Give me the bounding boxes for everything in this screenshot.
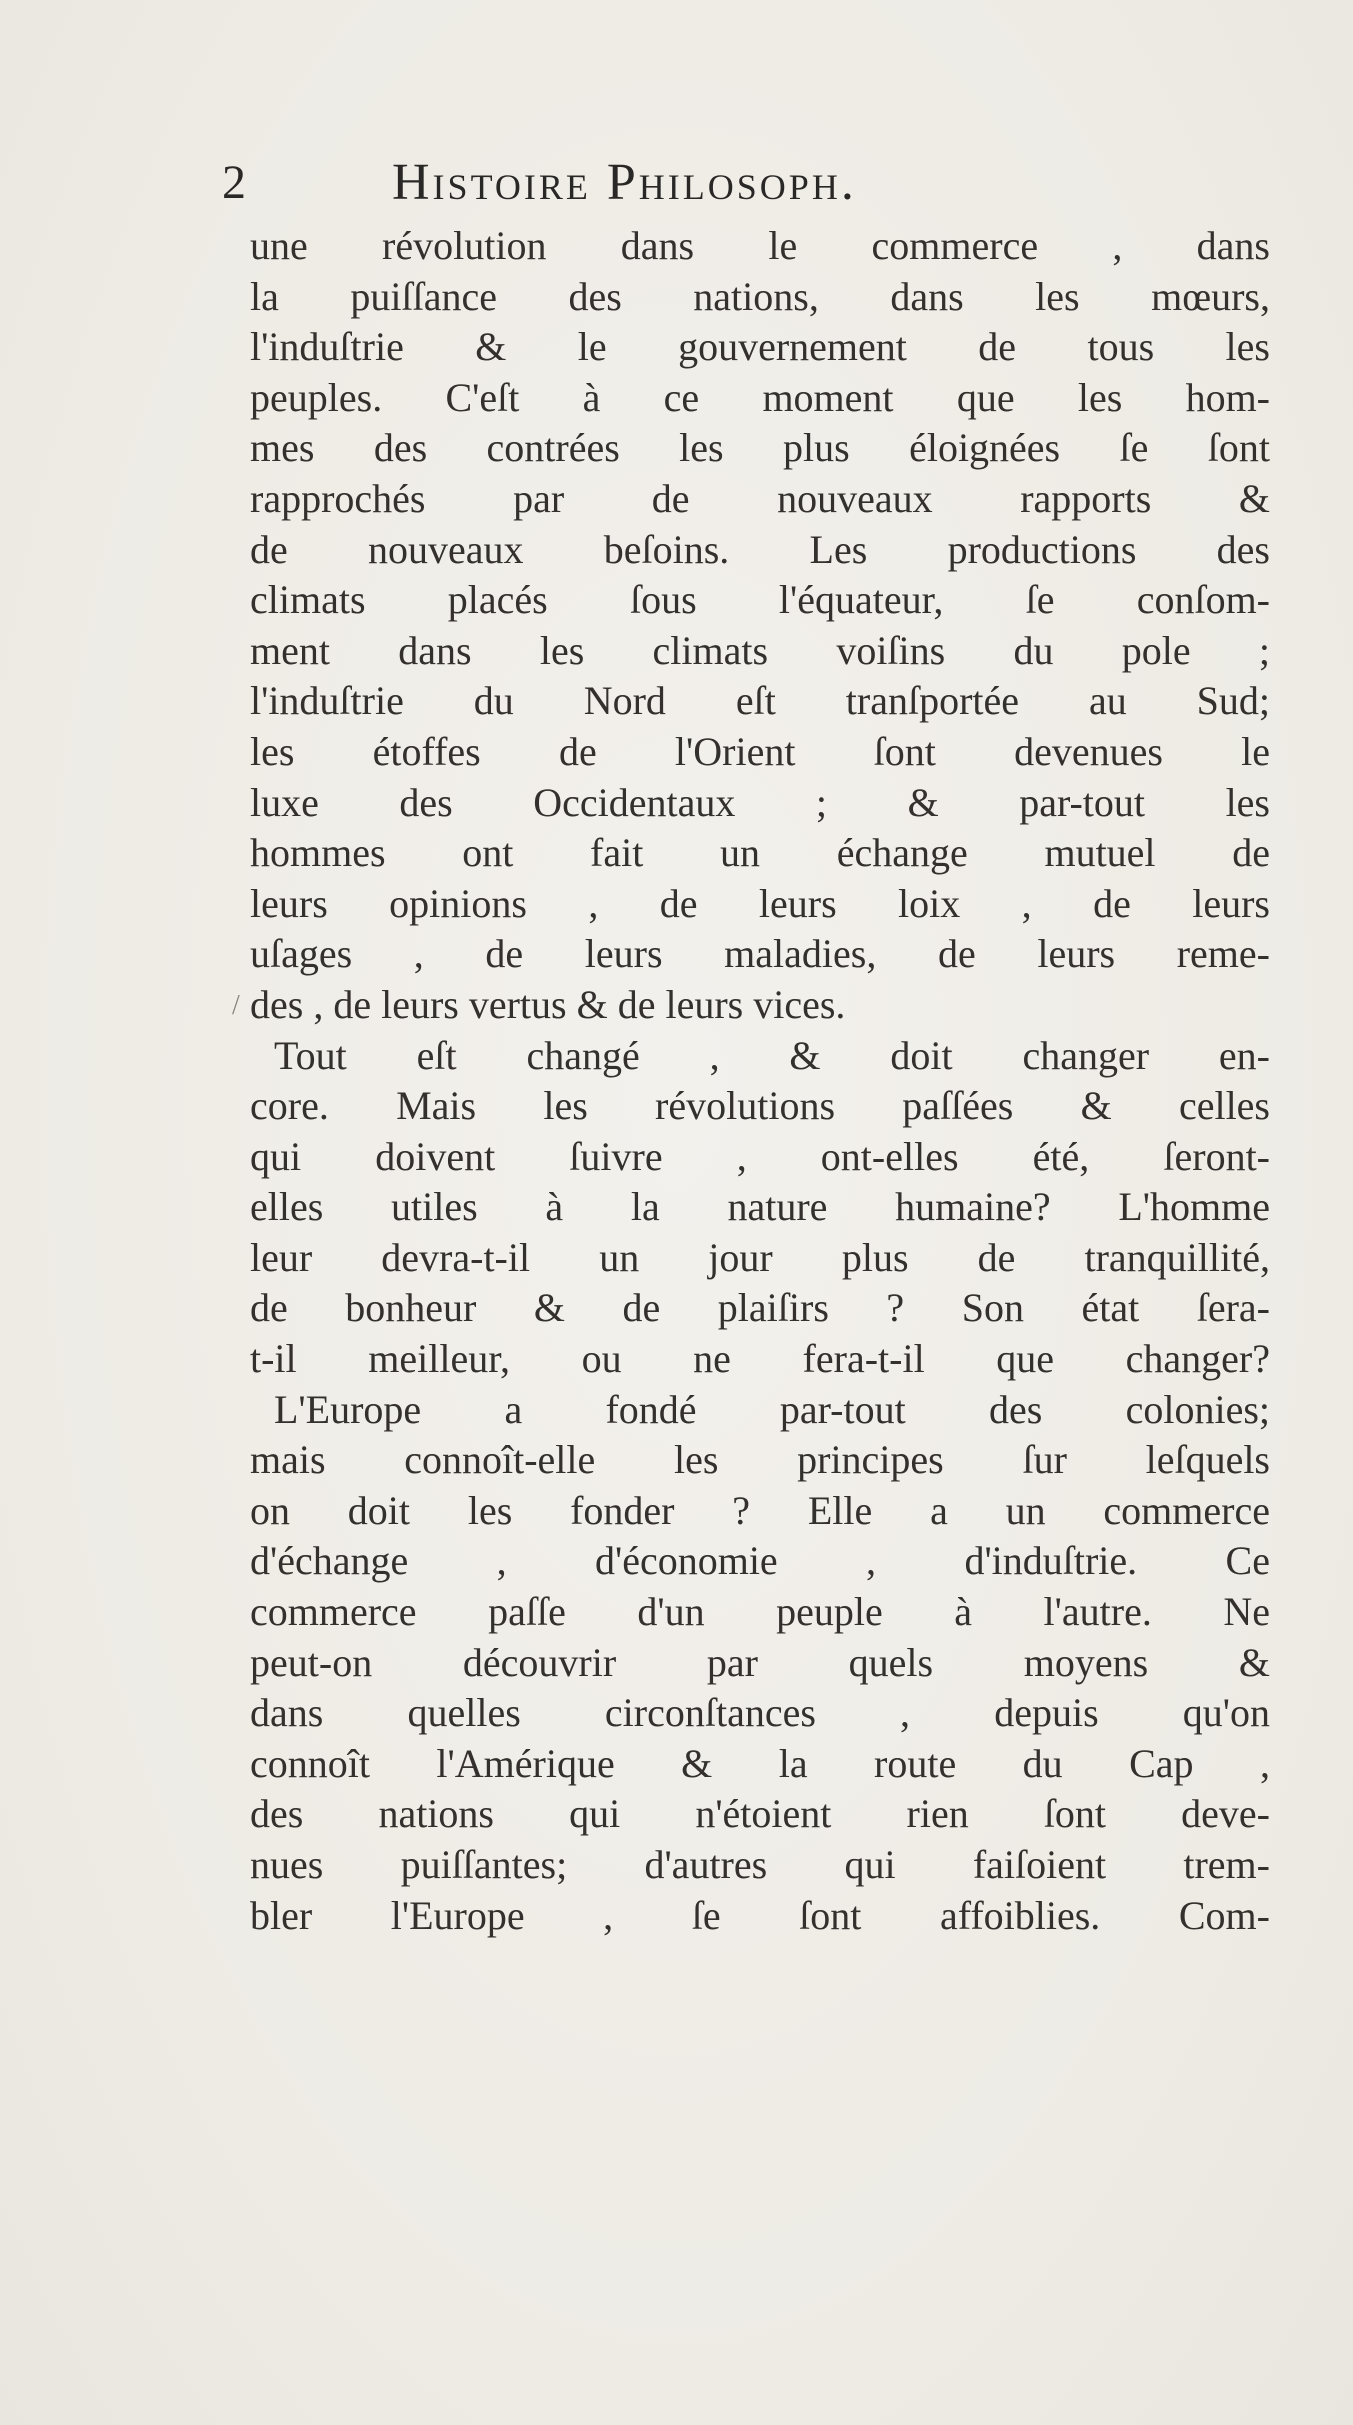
text-line: core. Mais les révolutions paſſées & celles <box>250 1083 1270 1129</box>
text-line: leurs opinions , de leurs loix , de leurs <box>250 880 1270 926</box>
text-line: l'induſtrie du Nord eſt tranſportée au Sud; <box>250 678 1270 724</box>
text-line: dans quelles circonſtances , depuis qu'on <box>250 1690 1270 1736</box>
text-line: l'induſtrie & le gouvernement de tous les <box>250 324 1270 370</box>
page-number: 2 <box>222 156 246 209</box>
text-line: la puiſſance des nations, dans les mœurs, <box>250 273 1270 319</box>
text-line: uſages , de leurs maladies, de leurs reme- <box>250 931 1270 977</box>
text-line: qui doivent ſuivre , ont-elles été, ſeront- <box>250 1133 1270 1179</box>
text-line: leur devra-t-il un jour plus de tranquillité, <box>250 1234 1270 1280</box>
text-line: on doit les fonder ? Elle a un commerce <box>250 1487 1270 1533</box>
text-line: peuples. C'eſt à ce moment que les hom- <box>250 374 1270 420</box>
text-line: bler l'Europe , ſe ſont affoiblies. Com- <box>250 1892 1270 1938</box>
text-line: hommes ont fait un échange mutuel de <box>250 830 1270 876</box>
paragraph-1 <box>250 221 1270 1031</box>
margin-speck: / <box>232 990 240 1021</box>
text-line: des nations qui n'étoient rien ſont deve- <box>250 1791 1270 1837</box>
text-line: mais connoît-elle les principes ſur leſquels <box>250 1437 1270 1483</box>
text-line: elles utiles à la nature humaine? L'homme <box>250 1184 1270 1230</box>
text-line: ment dans les climats voiſins du pole ; <box>250 627 1270 673</box>
text-line: commerce paſſe d'un peuple à l'autre. Ne <box>250 1589 1270 1635</box>
text-line: de nouveaux beſoins. Les productions des <box>250 526 1270 572</box>
running-title: Histoire Philosoph. <box>392 154 857 211</box>
text-line: peut-on découvrir par quels moyens & <box>250 1639 1270 1685</box>
page-header <box>222 148 1222 218</box>
text-line: les étoffes de l'Orient ſont devenues le <box>250 728 1270 774</box>
text-line: L'Europe a fondé par-tout des colonies; <box>274 1386 1270 1432</box>
text-line: mes des contrées les plus éloignées ſe ſont <box>250 425 1270 471</box>
body-text <box>250 221 1270 1941</box>
paragraph-2 <box>250 1031 1270 1385</box>
text-line: rapprochés par de nouveaux rapports & <box>250 475 1270 521</box>
text-line: connoît l'Amérique & la route du Cap , <box>250 1740 1270 1786</box>
text-line: d'échange , d'économie , d'induſtrie. Ce <box>250 1538 1270 1584</box>
text-line: une révolution dans le commerce , dans <box>250 223 1270 268</box>
text-line: des , de leurs vertus & de leurs vices. <box>250 981 846 1027</box>
text-line: Tout eſt changé , & doit changer en- <box>274 1032 1270 1078</box>
text-line: t-il meilleur, ou ne fera-t-il que changer? <box>250 1336 1270 1382</box>
paragraph-3 <box>250 1385 1270 1942</box>
text-line: climats placés ſous l'équateur, ſe conſom- <box>250 577 1270 623</box>
text-line: de bonheur & de plaiſirs ? Son état ſera- <box>250 1285 1270 1331</box>
text-line: luxe des Occidentaux ; & par-tout les <box>250 779 1270 825</box>
text-line: nues puiſſantes; d'autres qui faiſoient trem- <box>250 1842 1270 1887</box>
